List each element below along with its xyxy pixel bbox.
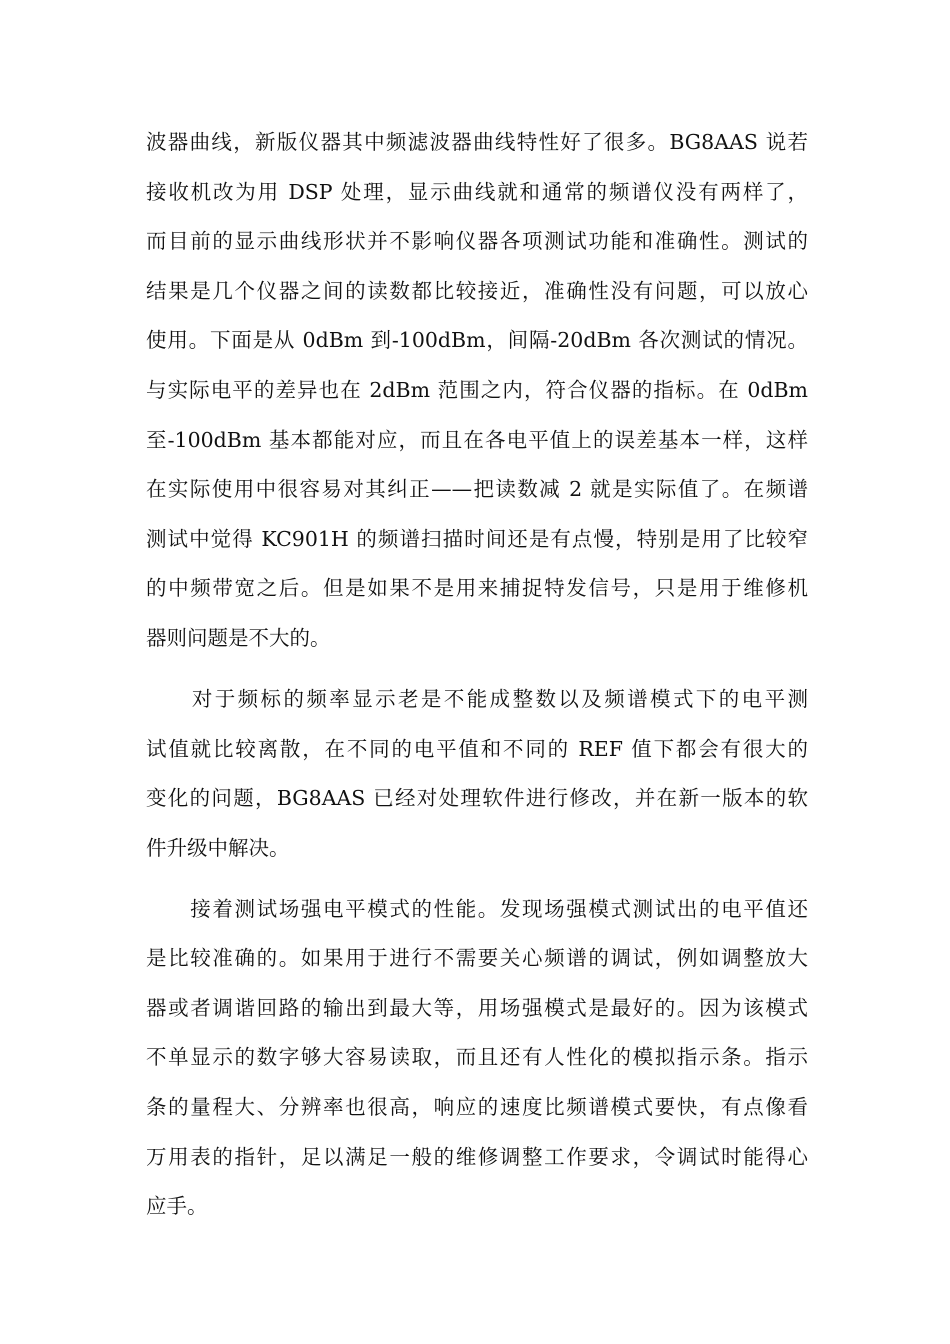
paragraph-gap [146,664,808,675]
paragraph-gap [146,873,808,884]
text-line: 的中频带宽之后。但是如果不是用来捕捉特发信号，只是用于维修机 [146,576,808,601]
text-line: 器则问题是不大的。 [146,625,331,650]
text-line: 测试中觉得 KC901H 的频谱扫描时间还是有点慢，特别是用了比较窄 [146,526,808,551]
text-line: 条的量程大、分辨率也很高，响应的速度比频谱模式要快，有点像看 [146,1095,808,1120]
text-line: 器或者调谐回路的输出到最大等，用场强模式是最好的。因为该模式 [146,995,808,1020]
paragraph-3 [146,885,808,1232]
text-line: 结果是几个仪器之间的读数都比较接近，准确性没有问题，可以放心 [146,278,808,303]
text-line: 件升级中解决。 [146,835,290,860]
paragraph-1 [146,118,808,664]
text-line: 试值就比较离散，在不同的电平值和不同的 REF 值下都会有很大的 [146,736,808,761]
text-line: 变化的问题，BG8AAS 已经对处理软件进行修改，并在新一版本的软 [146,786,808,811]
text-line: 在实际使用中很容易对其纠正——把读数减 2 就是实际值了。在频谱 [146,477,808,502]
text-line: 万用表的指针，足以满足一般的维修调整工作要求，令调试时能得心 [146,1144,808,1169]
text-line: 至-100dBm 基本都能对应，而且在各电平值上的误差基本一样，这样 [146,427,808,452]
text-line: 是比较准确的。如果用于进行不需要关心频谱的调试，例如调整放大 [146,946,808,971]
document-body [146,118,808,1232]
text-line: 而目前的显示曲线形状并不影响仪器各项测试功能和准确性。测试的 [146,229,808,254]
text-line: 不单显示的数字够大容易读取，而且还有人性化的模拟指示条。指示 [146,1045,808,1070]
text-line: 接收机改为用 DSP 处理，显示曲线就和通常的频谱仪没有两样了， [146,179,808,204]
text-line: 与实际电平的差异也在 2dBm 范围之内，符合仪器的指标。在 0dBm [146,377,808,402]
text-line: 对于频标的频率显示老是不能成整数以及频谱模式下的电平测 [146,686,808,711]
text-line: 接着测试场强电平模式的性能。发现场强模式测试出的电平值还 [146,896,808,921]
text-line: 使用。下面是从 0dBm 到-100dBm，间隔-20dBm 各次测试的情况。 [146,328,808,353]
paragraph-2 [146,675,808,873]
text-line: 应手。 [146,1194,208,1219]
text-line: 波器曲线，新版仪器其中频滤波器曲线特性好了很多。BG8AAS 说若 [146,130,808,154]
